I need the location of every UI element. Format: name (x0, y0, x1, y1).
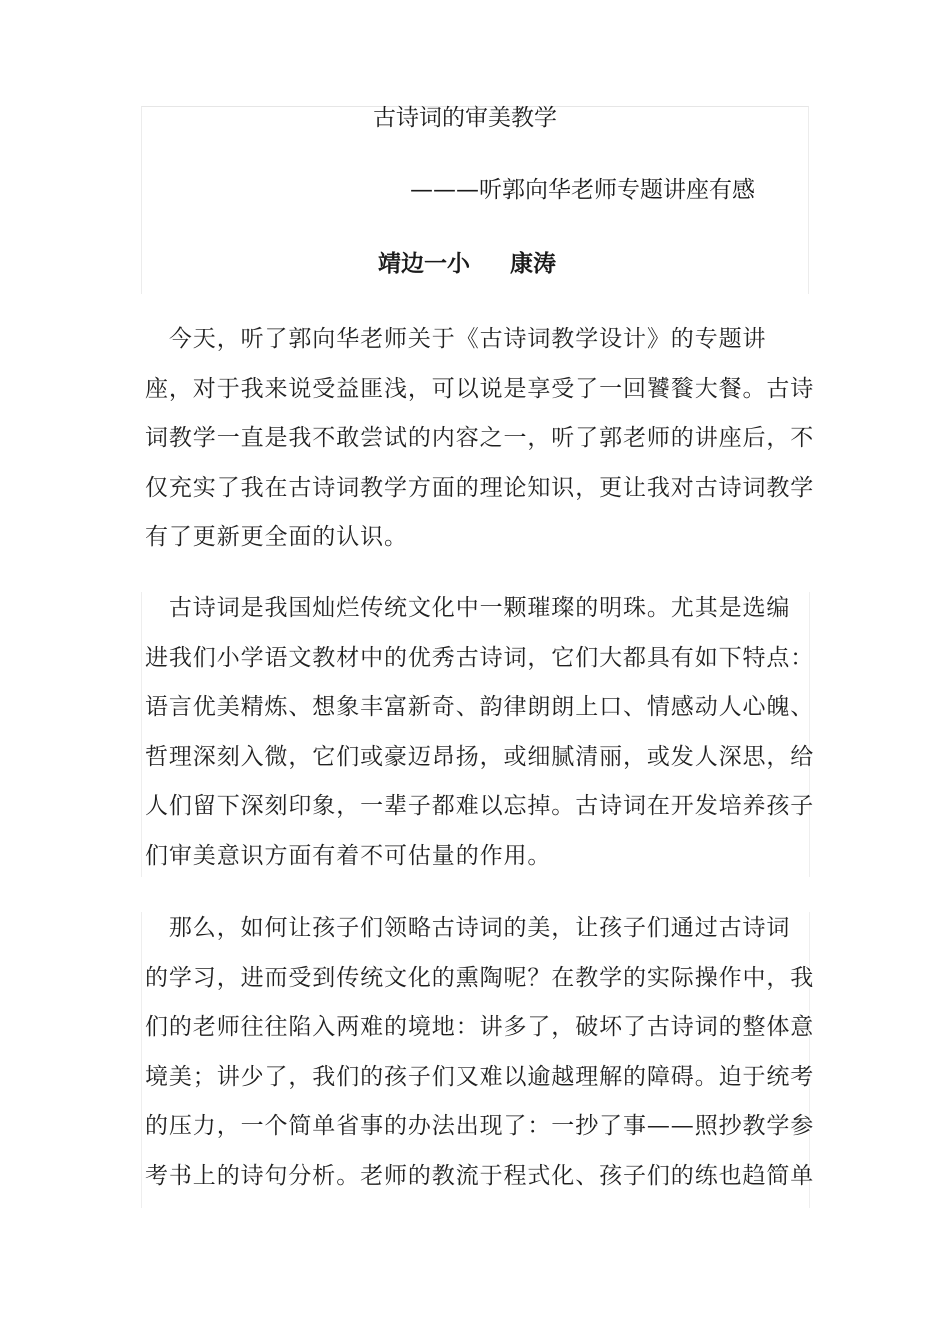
paragraph-border-left (141, 592, 142, 877)
paragraph-line: 的压力，一个简单省事的办法出现了：一抄了事——照抄教学参 (145, 1113, 815, 1139)
paragraph-1 (145, 315, 815, 563)
paragraph-line: 考书上的诗句分析。老师的教流于程式化、孩子们的练也趋简单 (145, 1162, 815, 1189)
paragraph-2 (145, 584, 815, 881)
author-name: 康涛 (510, 251, 556, 277)
document-subtitle: ———听郭向华老师专题讲座有感 (410, 177, 755, 203)
paragraph-line: 今天，听了郭向华老师关于《古诗词教学设计》的专题讲 (145, 326, 767, 352)
paragraph-line: 有了更新更全面的认识。 (145, 524, 408, 550)
paragraph-line: 人们留下深刻印象，一辈子都难以忘掉。古诗词在开发培养孩子 (145, 793, 815, 819)
paragraph-line: 仅充实了我在古诗词教学方面的理论知识，更让我对古诗词教学 (145, 474, 815, 501)
paragraph-line: 哲理深刻入微，它们或豪迈昂扬，或细腻清丽，或发人深思，给 (145, 743, 815, 770)
paragraph-line: 们的老师往往陷入两难的境地：讲多了，破坏了古诗词的整体意 (145, 1014, 815, 1040)
author-school: 靖边一小 (378, 251, 470, 277)
author-line (378, 249, 556, 279)
paragraph-line: 语言优美精炼、想象丰富新奇、韵律朗朗上口、情感动人心魄、 (145, 694, 815, 720)
paragraph-line: 境美；讲少了，我们的孩子们又难以逾越理解的障碍。迫于统考 (145, 1063, 815, 1090)
document-title: 古诗词的审美教学 (373, 105, 557, 131)
paragraph-line: 进我们小学语文教材中的优秀古诗词，它们大都具有如下特点： (145, 644, 815, 671)
paragraph-line: 词教学一直是我不敢尝试的内容之一，听了郭老师的讲座后，不 (145, 425, 815, 451)
paragraph-line: 的学习，进而受到传统文化的熏陶呢？在教学的实际操作中，我 (145, 964, 815, 991)
paragraph-line: 那么，如何让孩子们领略古诗词的美，让孩子们通过古诗词 (145, 915, 791, 941)
paragraph-border-left (141, 912, 142, 1208)
paragraph-3 (145, 904, 815, 1201)
paragraph-line: 们审美意识方面有着不可估量的作用。 (145, 842, 552, 869)
paragraph-line: 古诗词是我国灿烂传统文化中一颗璀璨的明珠。尤其是选编 (145, 595, 791, 621)
paragraph-line: 座，对于我来说受益匪浅，可以说是享受了一回饕餮大餐。古诗 (145, 375, 815, 402)
